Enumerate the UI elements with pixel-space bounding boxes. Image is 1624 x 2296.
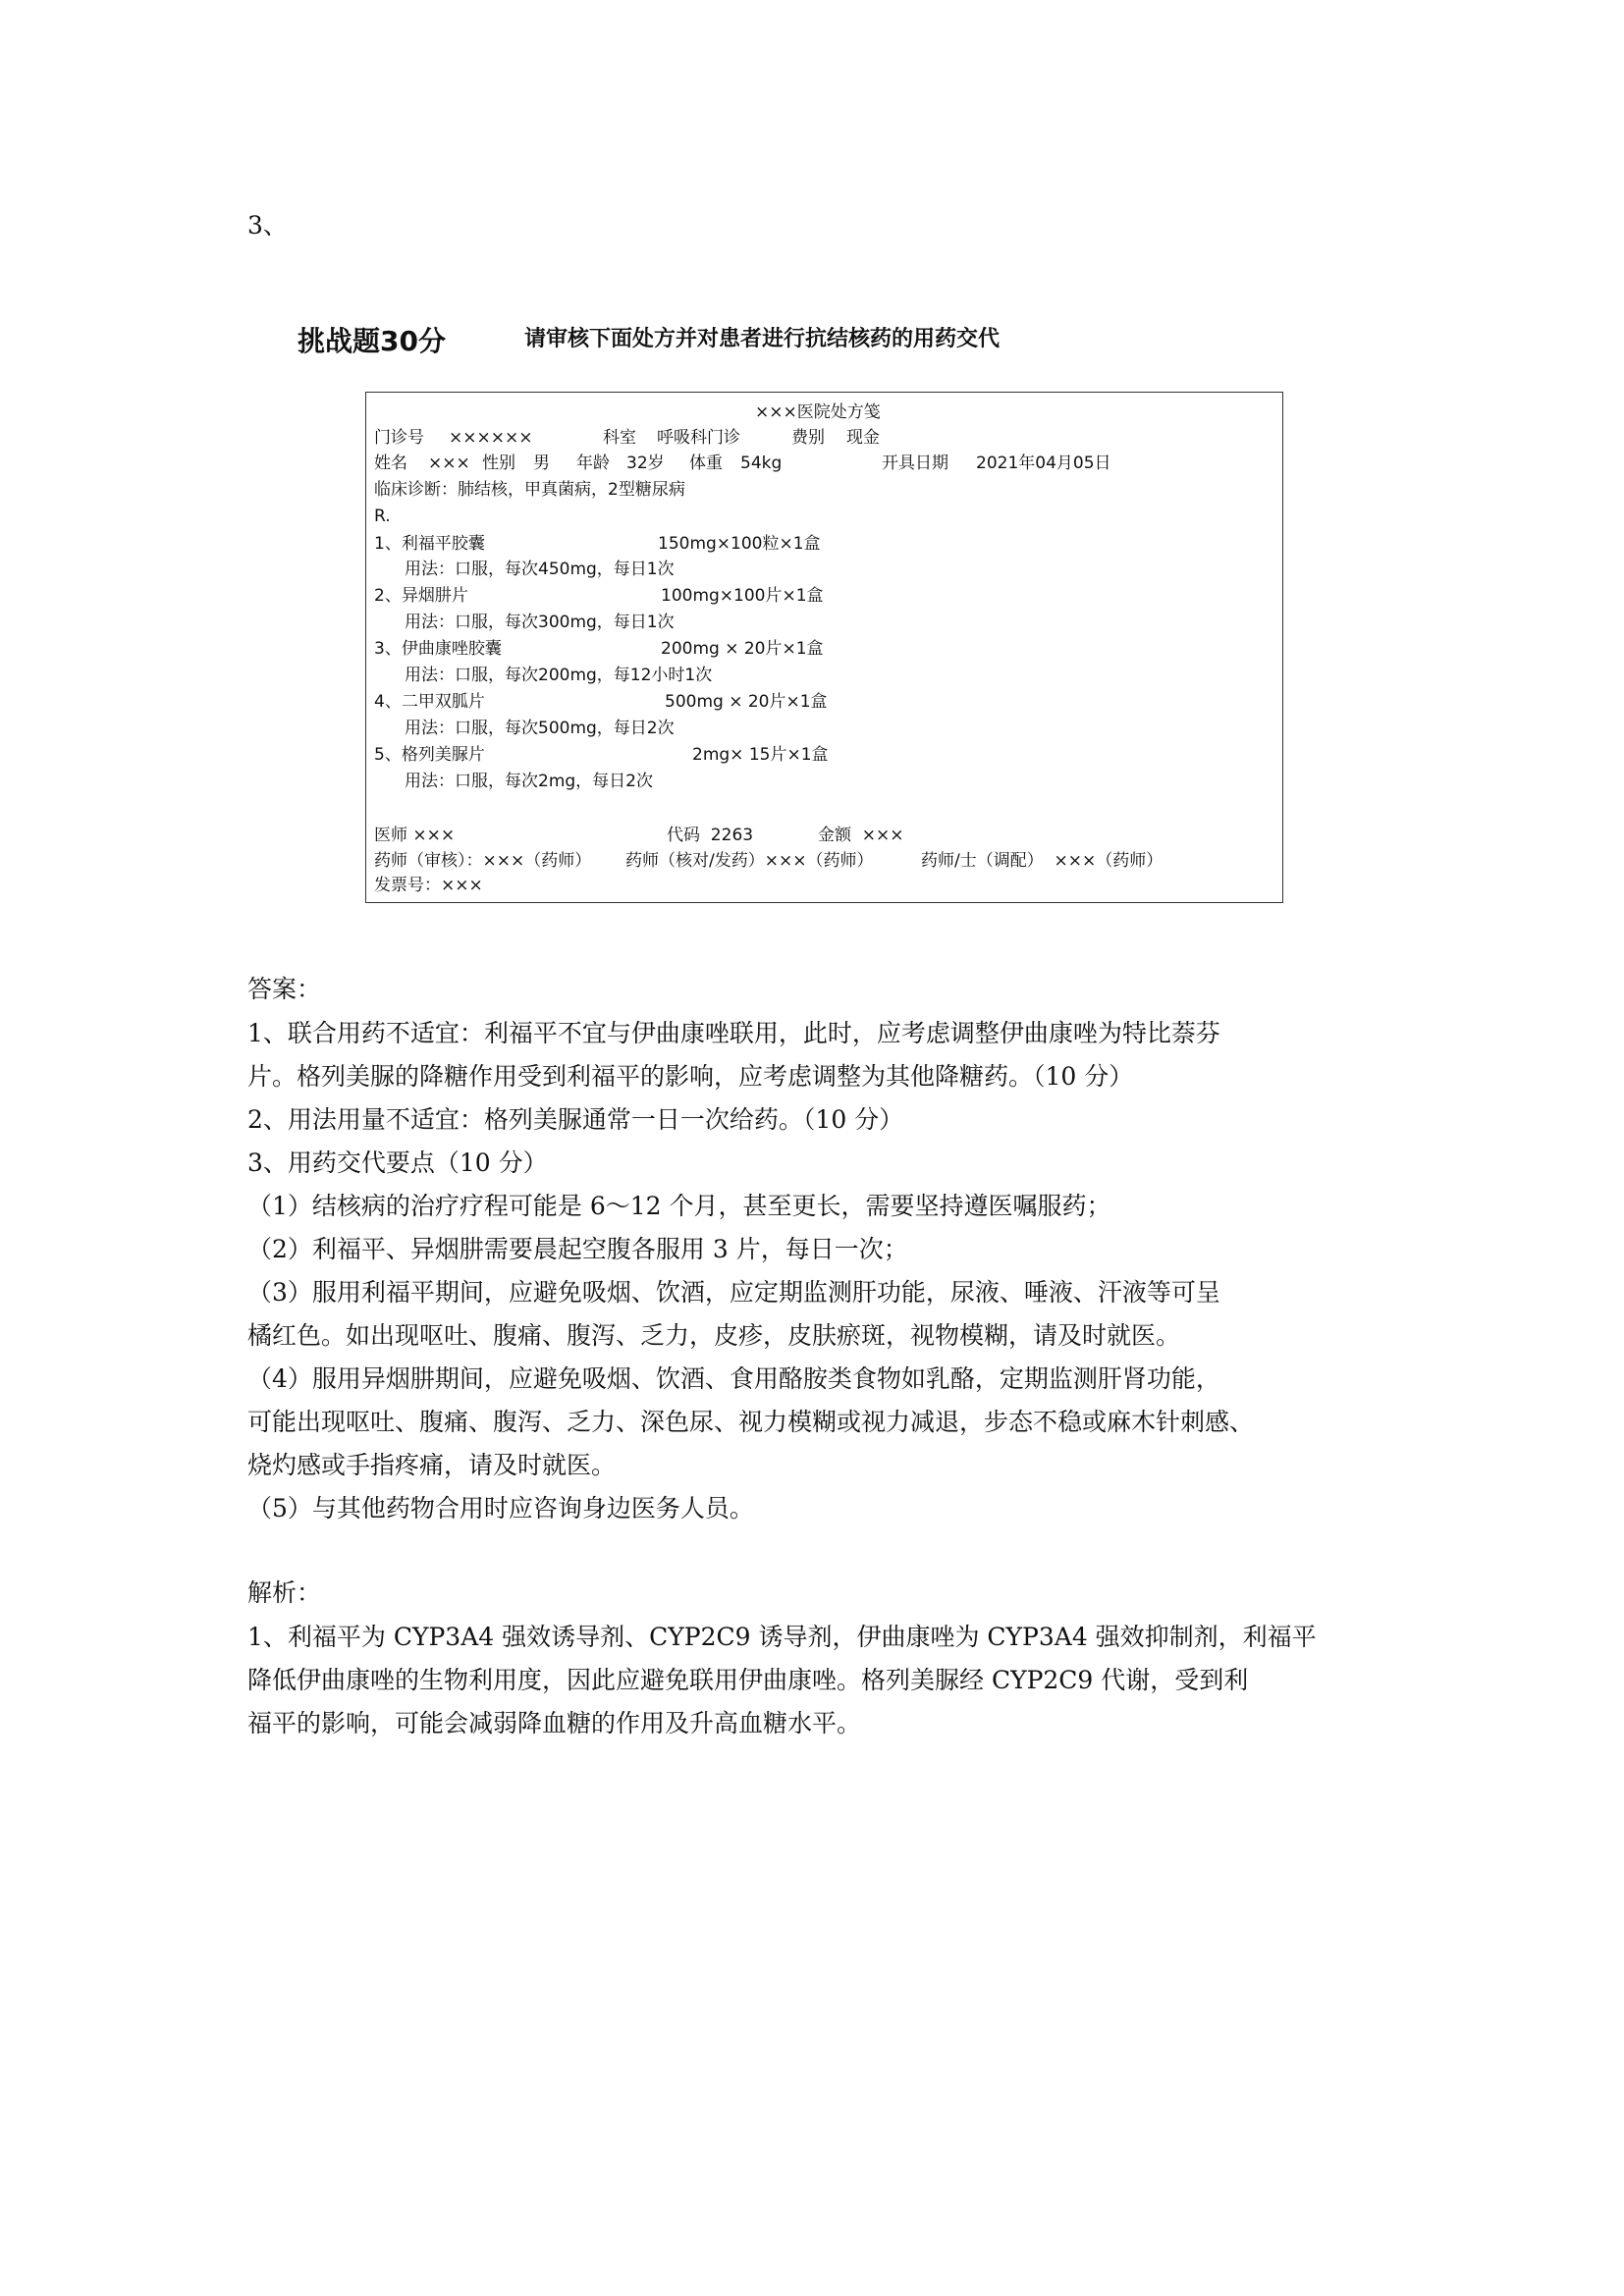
answer-line: （3）服用利福平期间，应避免吸烟、饮酒，应定期监测肝功能，尿液、唾液、汗液等可呈 — [247, 1278, 1220, 1307]
drug-usage: 用法：口服，每次2mg，每日2次 — [405, 772, 653, 791]
question-number: 3、 — [247, 211, 288, 240]
amount: 金额 ××× — [818, 826, 904, 845]
answer-line: （5）与其他药物合用时应咨询身边医务人员。 — [247, 1494, 754, 1522]
analysis-line: 1、利福平为 CYP3A4 强效诱导剂、CYP2C9 诱导剂，伊曲康唑为 CYP3A4 强效抑制剂，利福平 — [247, 1623, 1317, 1651]
name-label: 姓名 — [374, 454, 407, 473]
fee-type: 现金 — [846, 428, 880, 448]
prescription-box — [365, 392, 1283, 903]
patient-weight: 54kg — [740, 454, 783, 473]
answer-line: 1、联合用药不适宜：利福平不宜与伊曲康唑联用，此时，应考虑调整伊曲康唑为特比萘芬 — [247, 1019, 1220, 1047]
fee-type-label: 费别 — [791, 428, 825, 448]
drug-usage: 用法：口服，每次500mg，每日2次 — [405, 719, 675, 738]
patient-name: ××× — [428, 454, 470, 473]
drug-usage: 用法：口服，每次200mg，每12小时1次 — [405, 666, 713, 685]
challenge-label: 挑战题30分 — [298, 325, 446, 357]
answer-line: 可能出现呕吐、腹痛、腹泻、乏力、深色尿、视力模糊或视力减退，步态不稳或麻木针刺感、 — [247, 1408, 1255, 1436]
drug-name: 3、伊曲康唑胶囊 — [374, 639, 502, 659]
pharmacist-check: 药师（核对/发药）×××（药师） — [625, 851, 874, 871]
drug-name: 2、异烟肼片 — [374, 586, 468, 606]
answer-heading: 答案： — [247, 975, 322, 1003]
drug-spec: 500mg × 20片×1盒 — [665, 692, 828, 712]
clinic-no: ×××××× — [449, 428, 533, 448]
prescription-title: ×××医院处方笺 — [755, 402, 881, 422]
diagnosis: 临床诊断：肺结核，甲真菌病，2型糖尿病 — [374, 480, 685, 500]
answer-line: （4）服用异烟肼期间，应避免吸烟、饮酒、食用酪胺类食物如乳酪，定期监测肝肾功能， — [247, 1364, 1220, 1393]
sex-label: 性别 — [482, 454, 515, 473]
patient-age: 32岁 — [626, 454, 665, 473]
weight-label: 体重 — [689, 454, 723, 473]
drug-name: 5、格列美脲片 — [374, 745, 485, 765]
analysis-line: 福平的影响，可能会减弱降血糖的作用及升高血糖水平。 — [247, 1709, 862, 1737]
answer-line: 橘红色。如出现呕吐、腹痛、腹泻、乏力，皮疹，皮肤瘀斑，视物模糊，请及时就医。 — [247, 1321, 1181, 1350]
patient-sex: 男 — [533, 454, 550, 473]
task-instruction: 请审核下面处方并对患者进行抗结核药的用药交代 — [524, 327, 1001, 351]
rp-mark: R. — [374, 507, 391, 526]
drug-name: 1、利福平胶囊 — [374, 534, 485, 554]
clinic-no-label: 门诊号 — [374, 428, 424, 448]
drug-spec: 100mg×100片×1盒 — [661, 586, 824, 606]
date-label: 开具日期 — [882, 454, 948, 473]
answer-line: 片。格列美脲的降糖作用受到利福平的影响，应考虑调整为其他降糖药。（10 分） — [247, 1062, 1134, 1091]
drug-usage: 用法：口服，每次450mg，每日1次 — [405, 560, 675, 579]
invoice-no: 发票号：××× — [374, 876, 483, 895]
department-label: 科室 — [603, 428, 636, 448]
answer-line: （1）结核病的治疗疗程可能是 6～12 个月，甚至更长，需要坚持遵医嘱服药； — [247, 1192, 1111, 1220]
pharmacist-review: 药师（审核）：×××（药师） — [374, 851, 592, 871]
drug-spec: 200mg × 20片×1盒 — [661, 639, 824, 659]
drug-spec: 2mg× 15片×1盒 — [692, 745, 829, 765]
drug-spec: 150mg×100粒×1盒 — [658, 534, 821, 554]
doctor: 医师 ××× — [374, 826, 456, 845]
analysis-line: 降低伊曲康唑的生物利用度，因此应避免联用伊曲康唑。格列美脲经 CYP2C9 代谢，受到利 — [247, 1666, 1249, 1694]
answer-line: 3、用药交代要点（10 分） — [247, 1148, 548, 1177]
department: 呼吸科门诊 — [657, 428, 740, 448]
drug-usage: 用法：口服，每次300mg，每日1次 — [405, 613, 675, 632]
analysis-heading: 解析： — [247, 1578, 322, 1607]
answer-line: 2、用法用量不适宜：格列美脲通常一日一次给药。（10 分） — [247, 1105, 904, 1134]
answer-line: 烧灼感或手指疼痛，请及时就医。 — [247, 1451, 617, 1479]
answer-line: （2）利福平、异烟肼需要晨起空腹各服用 3 片，每日一次； — [247, 1235, 908, 1263]
code: 代码 2263 — [667, 826, 754, 845]
drug-name: 4、二甲双胍片 — [374, 692, 485, 712]
age-label: 年龄 — [576, 454, 610, 473]
pharmacist-dispense: 药师/士（调配） ×××（药师） — [921, 851, 1164, 871]
issue-date: 2021年04月05日 — [976, 454, 1111, 473]
